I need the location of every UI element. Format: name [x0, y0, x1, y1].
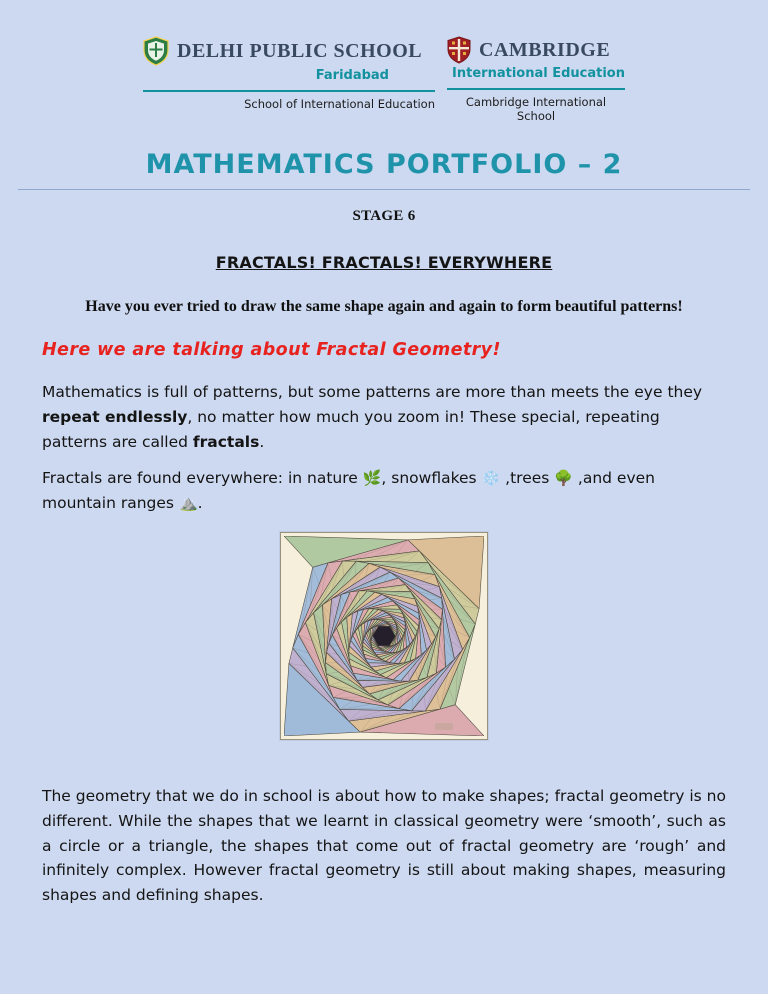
- intro-line: Have you ever tried to draw the same shape again and again to form beautiful patterns!: [85, 298, 683, 315]
- mountain-icon: ⛰️: [178, 494, 198, 513]
- school-letterhead: [42, 0, 726, 123]
- fractal-figure: [280, 532, 488, 740]
- text-run: .: [259, 432, 265, 451]
- text-run: ,and even mountain ranges: [42, 469, 655, 513]
- cambridge-name: CAMBRIDGE: [479, 38, 611, 61]
- page-title: MATHEMATICS PORTFOLIO – 2: [145, 149, 623, 180]
- bold-run: fractals: [192, 432, 260, 451]
- cambridge-header-block: [447, 36, 625, 123]
- tree-icon: 🌳: [554, 469, 573, 488]
- herb-icon: 🌿: [362, 469, 382, 488]
- dps-tagline: School of International Education: [244, 97, 435, 111]
- dps-city: Faridabad: [315, 68, 389, 83]
- paragraph-geometry: The geometry that we do in school is about how to make shapes; fractal geometry is no different. While the shapes that we learnt in classical geometry were ‘smooth’, such as a circle or a triangle, the shapes that come out of fractal geometry are ‘rough’ and infinitely complex. However fractal geometry is still about making shapes, measuring shapes and defining shapes.: [42, 786, 726, 905]
- snowflake-icon: ❄️: [481, 469, 501, 488]
- title-divider: [18, 189, 750, 190]
- text-run: , no matter how much you zoom in! These special, repeating patterns are called: [42, 407, 660, 451]
- artist-stamp: [435, 723, 453, 730]
- bold-run: repeat endlessly: [42, 407, 188, 426]
- text-run: ,trees: [500, 469, 555, 488]
- cambridge-divider: [447, 88, 625, 90]
- cambridge-crest-logo-icon: [447, 36, 471, 64]
- dps-header-block: [143, 36, 435, 123]
- cambridge-tagline: Cambridge International School: [465, 95, 607, 123]
- text-run: Mathematics is full of patterns, but some patterns are more than meets the eye they: [42, 383, 703, 401]
- section-heading: FRACTALS! FRACTALS! EVERYWHERE: [215, 253, 553, 272]
- paragraph-fractals-intro: [42, 380, 726, 454]
- dps-divider: [143, 90, 435, 92]
- text-run: Fractals are found everywhere: in nature: [42, 469, 363, 488]
- highlight-line: Here we are talking about Fractal Geometry!: [42, 340, 501, 360]
- dps-shield-logo-icon: [143, 36, 169, 66]
- stage-label: STAGE 6: [352, 208, 416, 224]
- text-run: .: [197, 494, 203, 513]
- paragraph-fractals-everywhere: [42, 466, 726, 516]
- cambridge-subtitle: International Education: [452, 66, 625, 81]
- fractal-svg: [284, 536, 484, 736]
- text-run: , snowflakes: [381, 469, 482, 488]
- dps-name: DELHI PUBLIC SCHOOL: [177, 39, 423, 62]
